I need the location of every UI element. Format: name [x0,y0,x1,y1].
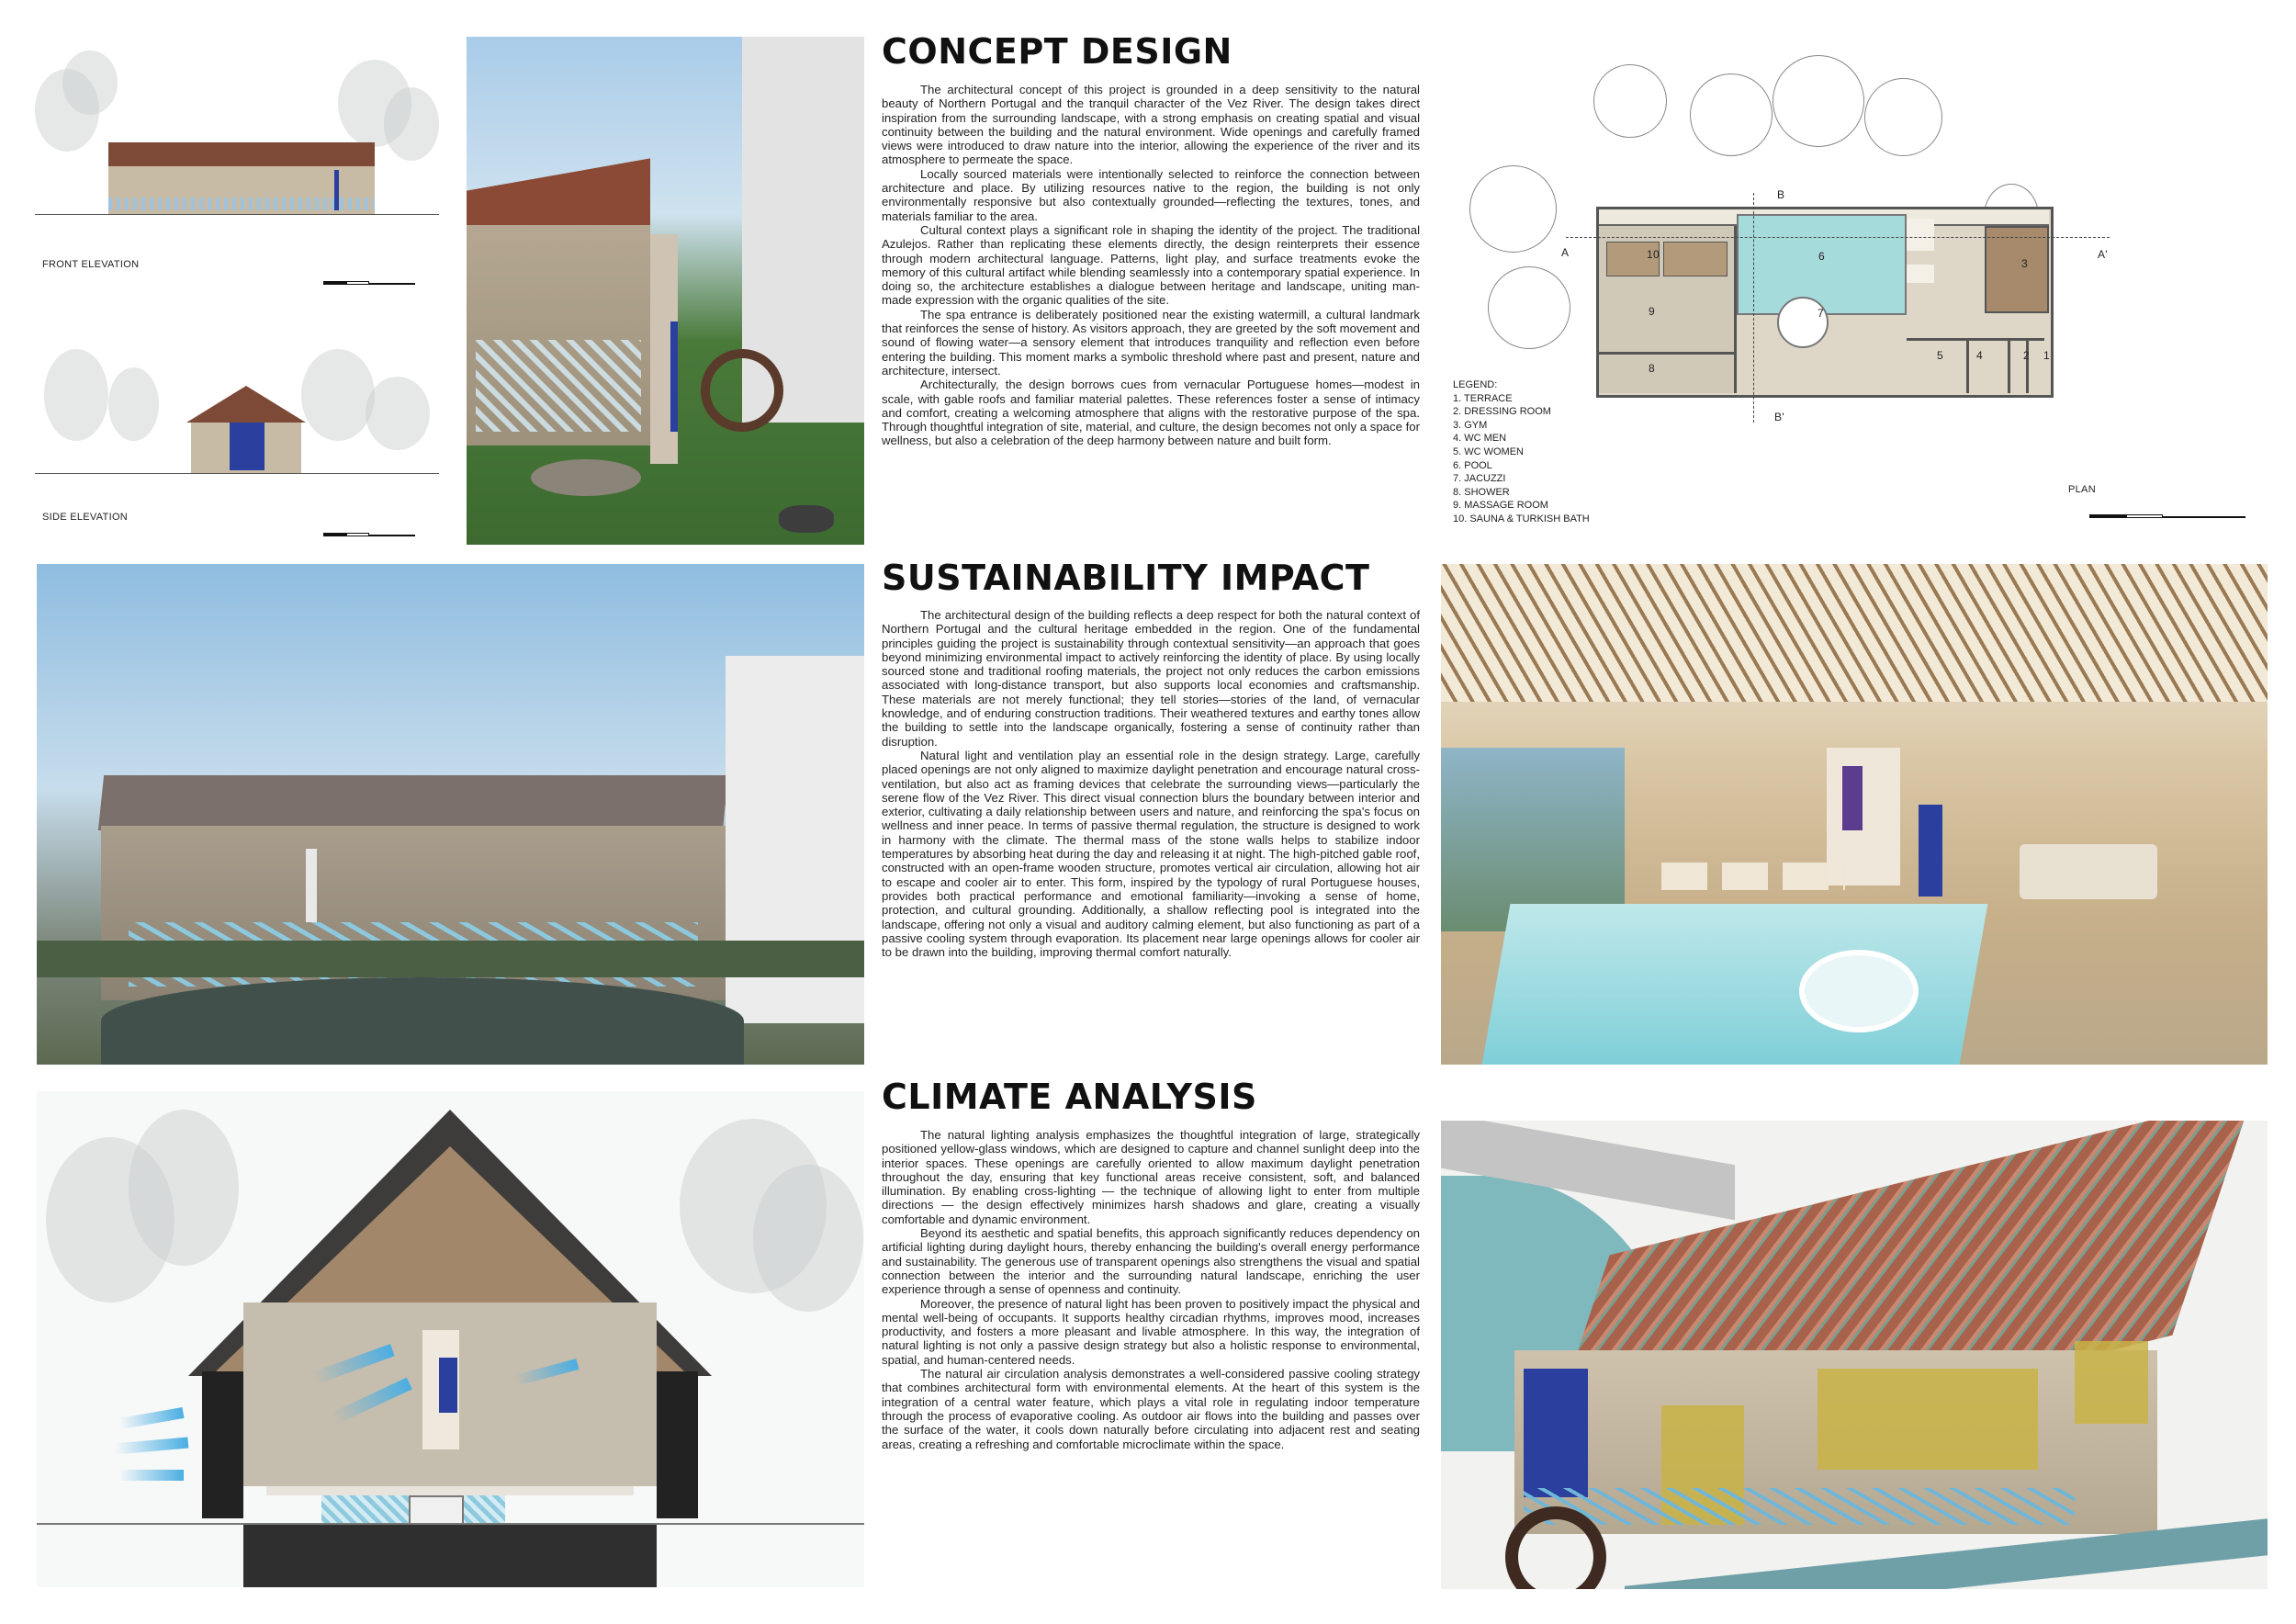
axonometric-lighting-render [1441,1121,2268,1589]
climate-analysis-title: CLIMATE ANALYSIS [882,1077,1257,1117]
side-elevation-scalebar [323,533,415,540]
concept-paragraph: Cultural context plays a significant role in shaping the identity of the project. The traditional Azulejos. Rather than replicating these elements directly, the design reinterprets their essence through modern architectural language. Patterns, light play, and surface treatments evoke the memory of this cultural artifact while blending seamlessly into a contemporary spatial experience. In doing so, the architecture establishes a dialogue between heritage and landscape, uniting man-made expression with the organic qualities of the site. [882,222,1420,308]
room-label-10: 10 [1647,248,1660,261]
floor-plan [1596,207,2054,398]
legend-item: 1. TERRACE [1453,392,1513,404]
section-line-a [1566,237,2110,238]
sustainability-paragraph: The architectural design of the building reflects a deep respect for both the natural context of Northern Portugal and the cultural heritage embedded in the region. One of the fundamental principles guiding the project is sustainability through contextual sensitivity—an approach that goes beyond minimizing environmental impact to actively reinforcing the identity of place. By using locally sourced stone and traditional roofing materials, the project not only reduces the carbon emissions associated with long-distance transport, but also supports local economies and craftsmanship. These materials are not merely functional; they tell stories—stories of the land, of vernacular knowledge, and of enduring construction traditions. Their weathered textures and earthy tones allow the building to settle into the landscape organically, fostering a sense of continuity rather than disruption. [882,608,1420,749]
entrance-render-image [467,37,864,545]
concept-design-title: CONCEPT DESIGN [882,31,1232,72]
concept-paragraph: Locally sourced materials were intentionally selected to reinforce the connection between architecture and place. By utilizing resources native to the region, the building is not only environmentally responsive but also contextually grounded—reflecting the textures, tones, and materials familiar to the area. [882,166,1420,223]
legend-item: 3. GYM [1453,419,1488,431]
room-label-2: 2 [2023,349,2030,362]
room-label-1: 1 [2043,349,2050,362]
legend-item: 7. JACUZZI [1453,473,1506,485]
room-label-9: 9 [1649,305,1655,318]
legend-title: LEGEND: [1453,379,1498,390]
climate-paragraph: The natural air circulation analysis demonstrates a well-considered passive cooling strategy that combines architectural form with environmental elements. At the heart of this system is the integration of a central water feature, which plays a vital role in regulating indoor temperature through the process of evaporative cooling. As outdoor air flows into the building and passes over the surface of the water, it cools down naturally before circulating into adjacent rest and seating areas, creating a refreshing and comfortable microclimate within the space. [882,1367,1420,1451]
sustainability-paragraph: Natural light and ventilation play an essential role in the design strategy. Large, carefully placed openings are not only aligned to maximize daylight penetration and encourage natural cross-ventilation, but also act as framing devices that celebrate the surrounding views—particularly the serene flow of the Vez River. This direct visual connection blurs the boundary between interior and exterior, cultivating a daily relationship between users and nature, and reinforcing the spa's focus on wellness and inner peace. In terms of passive thermal regulation, the structure is designed to work in harmony with the climate. The thermal mass of the stone walls helps to stabilize indoor temperatures by absorbing heat during the day and releasing it at night. The high-pitched gable roof, constructed with an open-frame wooden structure, promotes vertical air circulation, allowing hot air to escape and cooler air to enter. This form, inspired by the typology of rural Portuguese houses, provides both practical performance and emotional familiarity—invoking a sense of home, protection, and cultural grounding. Additionally, a shallow reflecting pool is integrated into the landscape, offering not only a visual and auditory calming element, but also functioning as part of a passive cooling system through evaporation. Its placement near large openings allows for cooler air to be drawn into the building, improving thermal comfort naturally. [882,748,1420,960]
legend-item: 5. WC WOMEN [1453,445,1524,457]
front-elevation-label: FRONT ELEVATION [42,259,140,270]
exterior-render-image [37,564,864,1065]
room-label-4: 4 [1976,349,1983,362]
section-airflow-diagram [37,1091,864,1587]
plan-scalebar [2089,514,2245,522]
interior-pool-render-image [1441,564,2268,1065]
concept-paragraph: The architectural concept of this project is grounded in a deep sensitivity to the natural beauty of Northern Portugal and the tranquil character of the Vez River. The design takes direct inspiration from the surrounding landscape, with a strong emphasis on creating spatial and visual continuity between the building and the natural environment. Wide openings and carefully framed views were introduced to draw nature into the interior, allowing the experience of the river and its atmosphere to permeate the space. [882,83,1420,167]
plan-label: PLAN [2068,484,2096,495]
concept-paragraph: Architecturally, the design borrows cues from vernacular Portuguese homes—modest in scale, with gable roofs and familiar material palettes. These references foster a sense of intimacy and comfort, creating a welcoming atmosphere that aligns with the restorative purpose of the spa. Through thoughtful integration of site, material, and culture, the design becomes not only a space for wellness, but also a celebration of the deep harmony between nature and built form. [882,378,1420,448]
room-label-8: 8 [1649,362,1655,375]
section-mark-a: A [1561,246,1570,259]
sustainability-impact-text [882,608,1420,959]
concept-paragraph: The spa entrance is deliberately positioned near the existing watermill, a cultural landmark that reinforces the sense of history. As visitors approach, they are greeted by the soft movement and sound of flowing water—a sensory element that introduces tranquility and reflection even before entering the building. This moment marks a symbolic threshold where past and present, nature and architecture, intersect. [882,307,1420,378]
section-mark-a-prime: A' [2098,248,2108,261]
room-label-3: 3 [2021,257,2028,270]
front-elevation-scalebar [323,281,415,288]
climate-paragraph: Moreover, the presence of natural light has been proven to positively impact the physical and mental well-being of occupants. It supports healthy circadian rhythms, improves mood, increases productivity, and fosters a more pleasant and livable atmosphere. In this way, the integration of natural lighting is not only a passive design strategy but also a holistic response to environmental, spatial, and human-centered needs. [882,1296,1420,1367]
climate-paragraph: The natural lighting analysis emphasizes the thoughtful integration of large, strategically positioned yellow-glass windows, which are designed to capture and channel sunlight deep into the interior spaces. These openings are carefully oriented to allow maximum daylight penetration throughout the day, ensuring that key functional areas receive consistent, soft, and balanced illumination. By enabling cross-lighting — the technique of allowing light to enter from multiple directions — the design effectively minimizes harsh shadows and glare, creating a visually comfortable and dynamic environment. [882,1128,1420,1226]
section-mark-b: B [1777,188,1785,201]
legend-item: 8. SHOWER [1453,486,1510,498]
legend-item: 4. WC MEN [1453,433,1507,445]
side-elevation-label: SIDE ELEVATION [42,512,129,523]
legend-item: 10. SAUNA & TURKISH BATH [1453,513,1590,524]
room-label-5: 5 [1937,349,1943,362]
room-label-7: 7 [1818,307,1824,320]
front-elevation-drawing [35,51,439,225]
legend-item: 9. MASSAGE ROOM [1453,500,1548,512]
plan-legend [1453,378,1590,526]
sustainability-impact-title: SUSTAINABILITY IMPACT [882,558,1370,598]
legend-item: 6. POOL [1453,459,1492,471]
legend-item: 2. DRESSING ROOM [1453,406,1551,418]
side-elevation-drawing [35,331,439,491]
room-label-6: 6 [1818,250,1825,263]
section-mark-b-prime: B' [1774,411,1784,423]
climate-paragraph: Beyond its aesthetic and spatial benefits, this approach significantly reduces dependency on artificial lighting during daylight hours, thereby enhancing the building's overall energy performance and sustainability. The generous use of transparent openings also strengthens the visual and spatial connection between the interior and the surrounding natural landscape, enriching the user experience through a sense of openness and continuity. [882,1226,1420,1297]
concept-design-text [882,83,1420,448]
climate-analysis-text [882,1128,1420,1451]
section-line-b [1753,193,1754,423]
